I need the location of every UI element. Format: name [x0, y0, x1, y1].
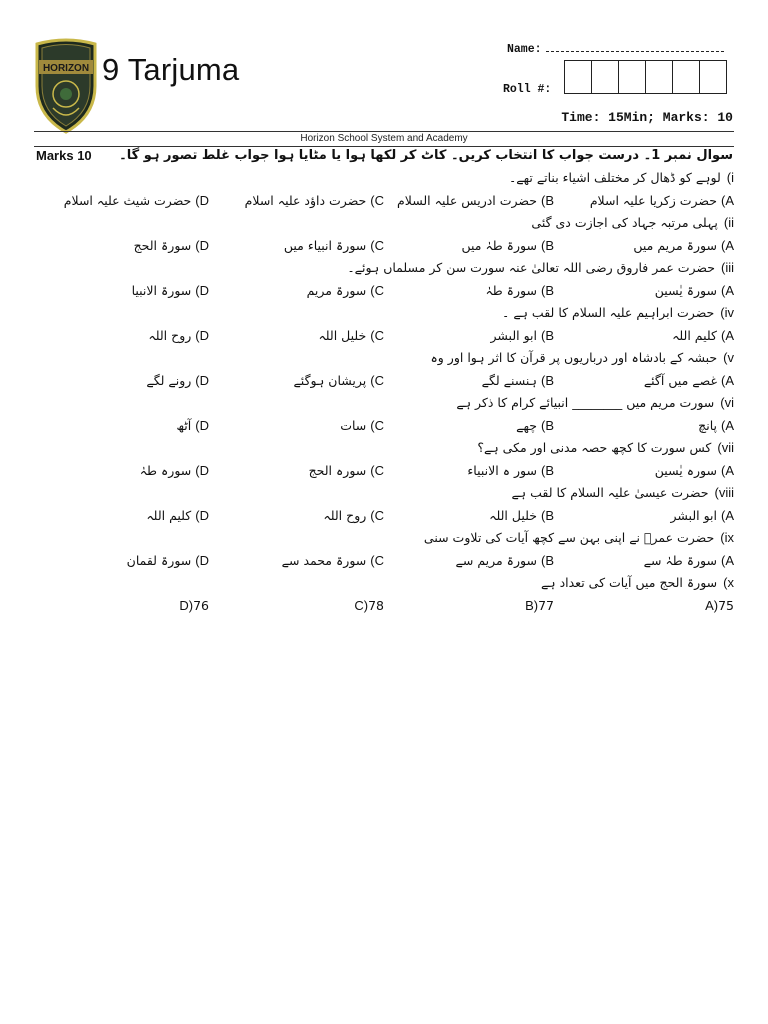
- question-number: v): [723, 350, 734, 365]
- option-text: 75: [718, 597, 734, 613]
- question-number: i): [726, 170, 734, 185]
- question-row: [30, 393, 734, 416]
- option-text: سورۃ طہٰ سے: [643, 552, 717, 568]
- option-text: پانچ: [698, 417, 717, 433]
- option-text: سورہ طہٰ: [139, 462, 192, 478]
- option-a[interactable]: [644, 553, 734, 568]
- option-b[interactable]: [467, 463, 554, 478]
- option-b[interactable]: [456, 553, 554, 568]
- question-row: [30, 168, 734, 191]
- question-statement: سورۃ الحج میں آیات کی تعداد ہے: [540, 575, 718, 590]
- school-logo: [33, 38, 99, 134]
- option-text: حضرت شیث علیہ اسلام: [63, 192, 192, 208]
- options-row: [30, 596, 734, 619]
- option-text: آٹھ: [176, 417, 192, 433]
- option-d[interactable]: [146, 373, 209, 388]
- option-text: رونے لگے: [146, 372, 192, 388]
- roll-box[interactable]: [700, 61, 727, 93]
- question-text: [511, 485, 734, 500]
- name-field[interactable]: [507, 41, 724, 56]
- option-letter: C): [370, 237, 384, 253]
- options-row: [30, 551, 734, 574]
- option-text: 76: [193, 597, 209, 613]
- option-letter: A): [720, 462, 734, 478]
- option-letter: A): [720, 282, 734, 298]
- option-letter: C): [370, 552, 384, 568]
- school-name: Horizon School System and Academy: [300, 133, 468, 144]
- question-number: vii): [717, 440, 734, 455]
- time-marks: Time: 15Min; Marks: 10: [561, 110, 733, 125]
- question-statement: پہلی مرتبہ جہاد کی اجازت دی گئی: [531, 215, 718, 230]
- question-statement: حضرت عمر فاروق رضی اللہ تعالیٰ عنہ سورت سن کر مسلماں ہوئے۔: [347, 260, 715, 275]
- roll-label: Roll #:: [503, 83, 552, 96]
- option-d[interactable]: [134, 238, 209, 253]
- options-row: [30, 416, 734, 439]
- option-text: 78: [368, 597, 384, 613]
- option-text: روح اللہ: [323, 507, 367, 523]
- option-b[interactable]: [521, 598, 554, 613]
- option-letter: A): [720, 507, 734, 523]
- option-letter: A): [720, 372, 734, 388]
- option-text: ہنسنے لگے: [481, 372, 537, 388]
- question-statement: لوہے کو ڈھال کر مختلف اشیاء بناتے تھے۔: [508, 170, 721, 185]
- roll-number-boxes[interactable]: [564, 60, 727, 94]
- option-b[interactable]: [485, 283, 554, 298]
- option-text: سورۃ محمد سے: [281, 552, 367, 568]
- option-letter: C): [370, 282, 384, 298]
- name-label: Name:: [507, 43, 542, 56]
- option-c[interactable]: [284, 238, 384, 253]
- option-letter: A): [705, 597, 719, 613]
- option-letter: B): [540, 372, 554, 388]
- option-text: چھے: [516, 417, 537, 433]
- options-row: [30, 461, 734, 484]
- options-row: [30, 236, 734, 259]
- option-text: سورہ الحج: [308, 462, 367, 478]
- option-d[interactable]: [148, 328, 209, 343]
- question-statement: حضرت عیسیٰ علیہ السلام کا لقب ہے: [511, 485, 709, 500]
- question-row: [30, 573, 734, 596]
- option-text: پریشان ہوگئے: [293, 372, 367, 388]
- option-letter: D): [195, 282, 209, 298]
- option-a[interactable]: [590, 193, 734, 208]
- option-letter: D): [195, 372, 209, 388]
- option-d[interactable]: [127, 553, 209, 568]
- divider: [34, 131, 734, 132]
- question-number: ii): [723, 215, 734, 230]
- option-letter: B): [540, 327, 554, 343]
- option-a[interactable]: [672, 328, 734, 343]
- option-text: سور ہ الانبیاء: [467, 462, 537, 478]
- option-d[interactable]: [64, 193, 209, 208]
- option-letter: C): [370, 327, 384, 343]
- options-row: [30, 371, 734, 394]
- question-number: iv): [720, 305, 734, 320]
- option-c[interactable]: [293, 373, 384, 388]
- option-letter: C): [370, 507, 384, 523]
- option-letter: B): [540, 462, 554, 478]
- option-text: سورۃ الانبیا: [131, 282, 192, 298]
- option-text: سورۃ طہٰ میں: [461, 237, 537, 253]
- option-text: حضرت داؤد علیہ اسلام: [244, 192, 367, 208]
- option-letter: D): [195, 462, 209, 478]
- option-d[interactable]: [176, 418, 209, 433]
- option-letter: C): [370, 462, 384, 478]
- option-letter: D): [195, 192, 209, 208]
- option-letter: A): [720, 192, 734, 208]
- option-letter: A): [720, 327, 734, 343]
- option-letter: A): [720, 417, 734, 433]
- option-text: خلیل اللہ: [489, 507, 537, 523]
- option-a[interactable]: [671, 508, 735, 523]
- option-c[interactable]: [309, 463, 384, 478]
- option-text: خلیل اللہ: [318, 327, 367, 343]
- question-statement: کس سورت کا کچھ حصہ مدنی اور مکی ہے؟: [477, 440, 712, 455]
- option-text: غصے میں آگئے: [643, 372, 717, 388]
- option-text: کلیم اللہ: [672, 327, 717, 343]
- option-text: کلیم اللہ: [146, 507, 192, 523]
- option-letter: D): [179, 597, 194, 613]
- question-text: [541, 575, 734, 590]
- section-marks: Marks 10: [36, 148, 92, 163]
- option-text: سورۃ انبیاء میں: [283, 237, 367, 253]
- question-row: [30, 258, 734, 281]
- option-letter: B): [540, 237, 554, 253]
- question-statement: حبشہ کے بادشاہ اور درباریوں پر قرآن کا اثر ہوا اور وہ: [430, 350, 718, 365]
- roll-box[interactable]: [592, 61, 619, 93]
- question-number: x): [723, 575, 734, 590]
- question-statement: سورت مریم میں ________ انبیائے کرام کا ذکر ہے: [456, 395, 715, 410]
- question-row: [30, 528, 734, 551]
- option-a[interactable]: [698, 418, 734, 433]
- question-row: [30, 303, 734, 326]
- question-text: [430, 350, 734, 365]
- option-c[interactable]: [307, 283, 384, 298]
- option-b[interactable]: [489, 508, 554, 523]
- question-row: [30, 438, 734, 461]
- question-number: iii): [720, 260, 734, 275]
- option-c[interactable]: [340, 418, 384, 433]
- option-letter: A): [720, 237, 734, 253]
- option-d[interactable]: [132, 283, 209, 298]
- option-letter: D): [195, 417, 209, 433]
- option-text: سورۃ الحج: [133, 237, 192, 253]
- option-a[interactable]: [701, 598, 734, 613]
- option-a[interactable]: [655, 463, 734, 478]
- option-a[interactable]: [644, 373, 734, 388]
- question-text: [531, 215, 734, 230]
- option-c[interactable]: [350, 598, 384, 613]
- option-text: ابو البشر: [670, 507, 717, 523]
- option-text: سورۃ یٰسین: [654, 282, 717, 298]
- option-letter: B): [540, 282, 554, 298]
- option-text: سورۃ طہٰ: [485, 282, 537, 298]
- question-number: vi): [720, 395, 734, 410]
- option-text: حضرت زکریا علیہ اسلام: [589, 192, 717, 208]
- option-letter: B): [540, 507, 554, 523]
- question-row: [30, 348, 734, 371]
- option-letter: B): [540, 552, 554, 568]
- option-letter: C): [354, 597, 369, 613]
- question-row: [30, 213, 734, 236]
- option-c[interactable]: [318, 328, 384, 343]
- option-text: سورۃ مریم سے: [455, 552, 537, 568]
- page-title: 9 Tarjuma: [102, 52, 240, 87]
- roll-box[interactable]: [565, 61, 592, 93]
- option-d[interactable]: [175, 598, 209, 613]
- question-number: ix): [720, 530, 734, 545]
- option-text: 77: [538, 597, 554, 613]
- option-text: سورۃ مریم میں: [633, 237, 717, 253]
- option-letter: B): [540, 417, 554, 433]
- option-letter: C): [370, 192, 384, 208]
- option-letter: A): [720, 552, 734, 568]
- question-text: [347, 260, 734, 275]
- option-a[interactable]: [633, 238, 734, 253]
- option-text: روح اللہ: [148, 327, 192, 343]
- question-statement: حضرت ابراہیم علیہ السلام کا لقب ہے ۔: [502, 305, 715, 320]
- options-row: [30, 191, 734, 214]
- divider: [34, 146, 734, 147]
- option-b[interactable]: [491, 328, 555, 343]
- option-text: سورہ یٰسین: [654, 462, 717, 478]
- option-letter: D): [195, 327, 209, 343]
- question-row: [30, 483, 734, 506]
- option-c[interactable]: [245, 193, 384, 208]
- options-row: [30, 326, 734, 349]
- option-letter: C): [370, 372, 384, 388]
- question-text: [456, 395, 734, 410]
- option-letter: B): [540, 192, 554, 208]
- roll-box[interactable]: [619, 61, 646, 93]
- roll-box[interactable]: [673, 61, 700, 93]
- option-letter: D): [195, 552, 209, 568]
- option-letter: D): [195, 237, 209, 253]
- question-text: [424, 530, 734, 545]
- roll-box[interactable]: [646, 61, 673, 93]
- option-letter: D): [195, 507, 209, 523]
- logo-wordmark: HORIZON: [42, 63, 90, 74]
- name-line[interactable]: [546, 41, 724, 52]
- option-c[interactable]: [282, 553, 384, 568]
- option-b[interactable]: [397, 193, 554, 208]
- question-text: [477, 440, 734, 455]
- options-row: [30, 281, 734, 304]
- section-instruction: سوال نمبر 1۔ درست جواب کا انتخاب کریں۔ کاٹ کر لکھا ہوا یا مٹایا ہوا جواب غلط تصور ہو گا۔: [119, 148, 733, 163]
- option-text: سورۃ مریم: [306, 282, 367, 298]
- option-b[interactable]: [516, 418, 554, 433]
- option-letter: B): [525, 597, 539, 613]
- question-list: [30, 168, 734, 618]
- option-text: سات: [340, 417, 367, 433]
- option-text: ابو البشر: [490, 327, 537, 343]
- option-text: حضرت ادریس علیہ السلام: [397, 192, 537, 208]
- question-text: [509, 170, 734, 185]
- option-d[interactable]: [146, 508, 209, 523]
- options-row: [30, 506, 734, 529]
- question-statement: حضرت عمرؓ نے اپنی بہن سے کچھ آیات کی تلاوت سنی: [423, 530, 715, 545]
- option-b[interactable]: [482, 373, 554, 388]
- question-text: [502, 305, 734, 320]
- question-number: viii): [714, 485, 734, 500]
- option-letter: C): [370, 417, 384, 433]
- option-c[interactable]: [323, 508, 384, 523]
- option-text: سورۃ لقمان: [126, 552, 192, 568]
- option-d[interactable]: [140, 463, 209, 478]
- option-b[interactable]: [461, 238, 554, 253]
- option-a[interactable]: [655, 283, 734, 298]
